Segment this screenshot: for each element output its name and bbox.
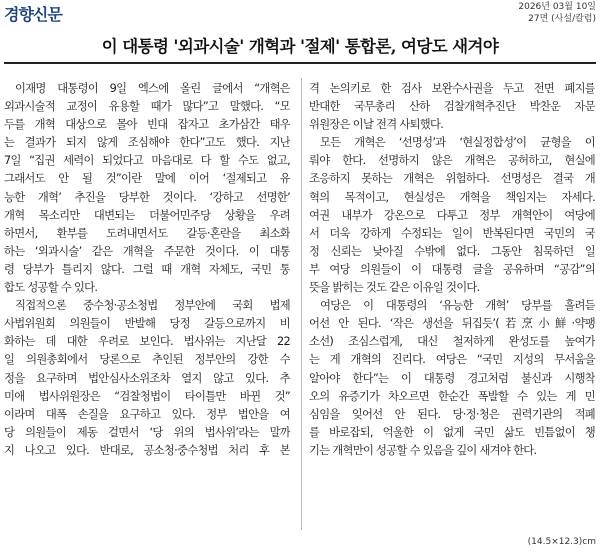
article-line: 당 의원들이 제동 걸면서 ‘당 위의 법사위’라는 말까 [4,425,290,439]
headline-divider [4,62,596,64]
article-line: 하는 ‘외과시술’ 같은 개혁을 주문한 것이다. 이 대통 [4,244,290,258]
article-line: 여당은 이 대통령의 ‘유능한 개혁’ 당부를 흘려듣 [320,299,595,313]
article-line: 부 여당 의원들이 이 대통령 글을 공유하며 “공감”의 [309,262,595,276]
page-section: 27면 (사설/칼럼) [528,14,596,24]
article-line: 사법위원회 의원들이 반발해 당정 갈등으로까지 비 [4,317,290,331]
article-line: 두를 개혁 대상으로 몰아 빈대 잡자고 초가삼간 태우 [4,118,290,132]
article-line: 정 신뢰는 낮아질 수밖에 없다. 그동안 침묵하던 일 [309,244,595,258]
masthead [0,0,600,30]
article-line: 화하는 데 대한 우려로 보인다. 법사위는 지난달 22 [4,335,290,349]
article-line: 서 더욱 강하게 수정되는 일이 반복된다면 국민의 국 [309,226,595,240]
article-line: 모든 개혁은 ‘선명성’과 ‘현실정합성’이 균형을 이 [320,136,595,150]
article-line: 개혁 목소리만 대변되는 더불어민주당 상황을 우려 [4,208,290,222]
article-line: 합도 성공할 수 있다. [4,281,98,295]
article-line: 조응하지 못하는 개혁은 위험하다. 선명성은 결국 개 [309,172,595,186]
article-line: 외과시술적 교정이 유용할 때가 많다”고 말했다. “모 [4,100,290,114]
article-line: 는 결과가 되지 않게 조심해야 한다”고도 했다. 지난 [4,136,290,150]
article-line: 지 나오고 있다. 반대로, 공소청·중수청법 처리 후 본 [4,443,290,457]
article-column-right [309,80,595,460]
article-line: 기는 개혁만이 성공할 수 있음을 깊이 새겨야 한다. [309,443,537,457]
article-line: 7일 “집권 세력이 되었다고 마음대로 다 할 수도 없고, [4,154,290,168]
article-line: 뜻을 밝히는 것도 같은 이유일 것이다. [309,281,480,295]
headline: 이 대통령 '외과시술' 개혁과 '절제' 통합론, 여당도 새겨야 [101,37,499,56]
article-line: 혁의 목적이고, 현실성은 개혁을 책임지는 자세다. [309,190,595,204]
article-line: 알아야 한다”는 이 대통령 경고처럼 불신과 시행착 [309,371,595,385]
article-line: 소선) 조심스럽게, 대신 철저하게 완성도를 높여가 [309,335,595,349]
article-line: 위원장은 이날 전격 사퇴했다. [309,118,444,132]
article-line: 능한 개혁’ 추진을 당부한 것이다. ‘강하고 선명한’ [4,190,290,204]
article-line: 격 논의키로 한 검사 보완수사권을 두고 전면 폐지를 [309,82,595,95]
article-line: 하면서, 환부를 도려내면서도 갈등·혼란을 최소화 [4,226,290,240]
article-line: 심임을 잊어선 안 된다. 당·정·청은 권력기관의 적폐 [309,407,595,421]
column-divider [301,78,302,530]
article-line: 를 바로잡되, 억울한 이 없게 국민 삶도 빈틈없이 챙 [309,425,595,439]
article-line: 는 게 개혁의 진리다. 여당은 “국민 지성의 무서움을 [309,353,595,367]
article-line: 이라며 대폭 손질을 요구하고 있다. 정부 법안을 여 [4,407,290,421]
publication-date: 2026년 03월 10일 [518,2,596,12]
article-line: 직접적으론 중수청·공소청법 정부안에 국회 법제 [15,299,290,313]
article-line: 이재명 대통령이 9일 엑스에 올린 글에서 “개혁은 [15,82,290,95]
article-line: 미애 법사위원장은 “검찰청법이 타이틀만 바뀐 것” [4,389,290,403]
article-line: 일 의원총회에서 당론으로 추인된 정부안의 강한 수 [4,353,290,367]
article-line: 어선 안 된다. ‘작은 생선을 뒤집듯’(若烹小鮮·약팽 [309,317,595,331]
publication-meta [518,1,596,25]
article-line: 여권 내부가 강온으로 다투고 정부 개혁안이 여당에 [309,208,595,222]
article-line: 령 당부가 틀리지 않다. 그럴 때 개혁 자체도, 국민 통 [4,262,290,276]
article-line: 그래서도 안 될 것”이란 말에 이어 ‘절제되고 유 [4,172,290,186]
article-column-left [4,80,290,460]
article-line: 반대한 국무총리 산하 검찰개혁추진단 박찬운 자문 [309,100,595,114]
article-line: 뤄야 한다. 선명하지 않은 개혁은 공허하고, 현실에 [309,154,595,168]
clipping-size-caption: (14.5×12.3)cm [527,537,596,547]
newspaper-logo: 경향신문 [4,5,62,24]
article-line: 오의 유증기가 차오르면 한순간 폭발할 수 있는 게 민 [309,389,595,403]
article-line: 정을 요구하며 법안심사소위조차 열지 않고 있다. 추 [4,371,290,385]
